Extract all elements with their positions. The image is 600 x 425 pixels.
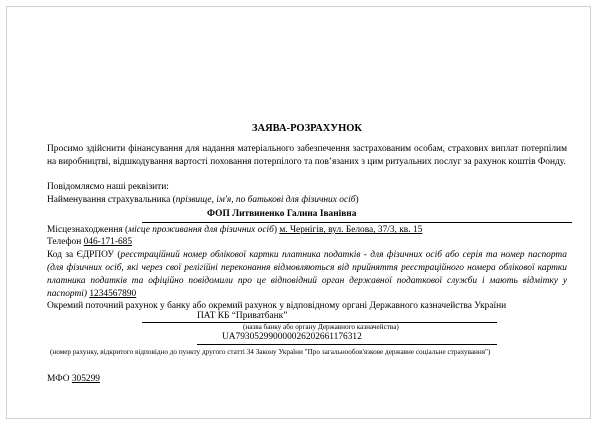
kod-paragraph: [47, 249, 567, 301]
insurer-name-underline: [142, 222, 572, 223]
phone-label: Телефон: [47, 237, 82, 247]
location-value: м. Чернігів, вул. Белова, 37/3, кв. 15: [279, 225, 423, 235]
location-hint: місце проживання для фізичних осіб: [128, 225, 274, 235]
kod-hint: реєстраційний номер облікової картки платника податків - для фізичних осіб або серія та номер паспорта (для фізичних осіб, які через свої релігійні переконання відмовляються від прийняття реєстраційного номера облікової картки платника податків та офіційно повідомили про це відповідний орган державної податкової служби і мають відмітку у паспорті): [47, 250, 567, 299]
location-label: Місцезнаходження (: [47, 225, 129, 235]
location-line: [47, 225, 422, 235]
document-title: ЗАЯВА-РОЗРАХУНОК: [251, 123, 363, 134]
insurer-hint-close: ): [355, 195, 359, 205]
mfo-value: 305299: [71, 374, 100, 384]
account-number: UA793052990000026202661176312: [222, 332, 362, 342]
account-text: Окремий поточний рахунок у банку або окремий рахунок у відповідному органі Державного казначейства України: [47, 301, 507, 311]
kod-value: 1234567890: [89, 289, 137, 299]
mfo-label: МФО: [47, 374, 70, 384]
kod-label: Код за ЄДРПОУ (: [47, 250, 121, 260]
document-page: [6, 6, 591, 419]
insurer-label-line: [47, 195, 359, 205]
request-paragraph: Просимо здійснити фінансування для надання матеріального забезпечення застрахованим особам, страхових виплат потерпілим на виробництві, відшкодування вартості поховання потерпілого та пов’язаних з цим ритуальних послуг за рахунок коштів Фонду.: [47, 144, 567, 167]
account-caption: (номер рахунку, відкритого відповідно до пункту другого статті 34 Закону України "Про загальнообов'язкове державне соціальне страхування"): [50, 348, 491, 356]
account-number-underline: [197, 344, 497, 345]
location-close: ): [273, 225, 277, 235]
mfo-line: [47, 374, 100, 384]
bank-caption: (назва банку або органу Державного казначейства): [243, 323, 399, 331]
insurer-hint: прізвище, ім'я, по батькові для фізичних осіб: [175, 195, 356, 205]
insurer-label: Найменування страхувальника (: [47, 195, 176, 205]
phone-value: 046-171-685: [83, 237, 133, 247]
insurer-name: ФОП Литвиненко Галина Іванівна: [207, 209, 357, 219]
phone-line: [47, 237, 132, 247]
notice-line: Повідомляємо наші реквізити:: [47, 182, 169, 192]
bank-name: ПАТ КБ “Приватбанк”: [197, 311, 288, 321]
